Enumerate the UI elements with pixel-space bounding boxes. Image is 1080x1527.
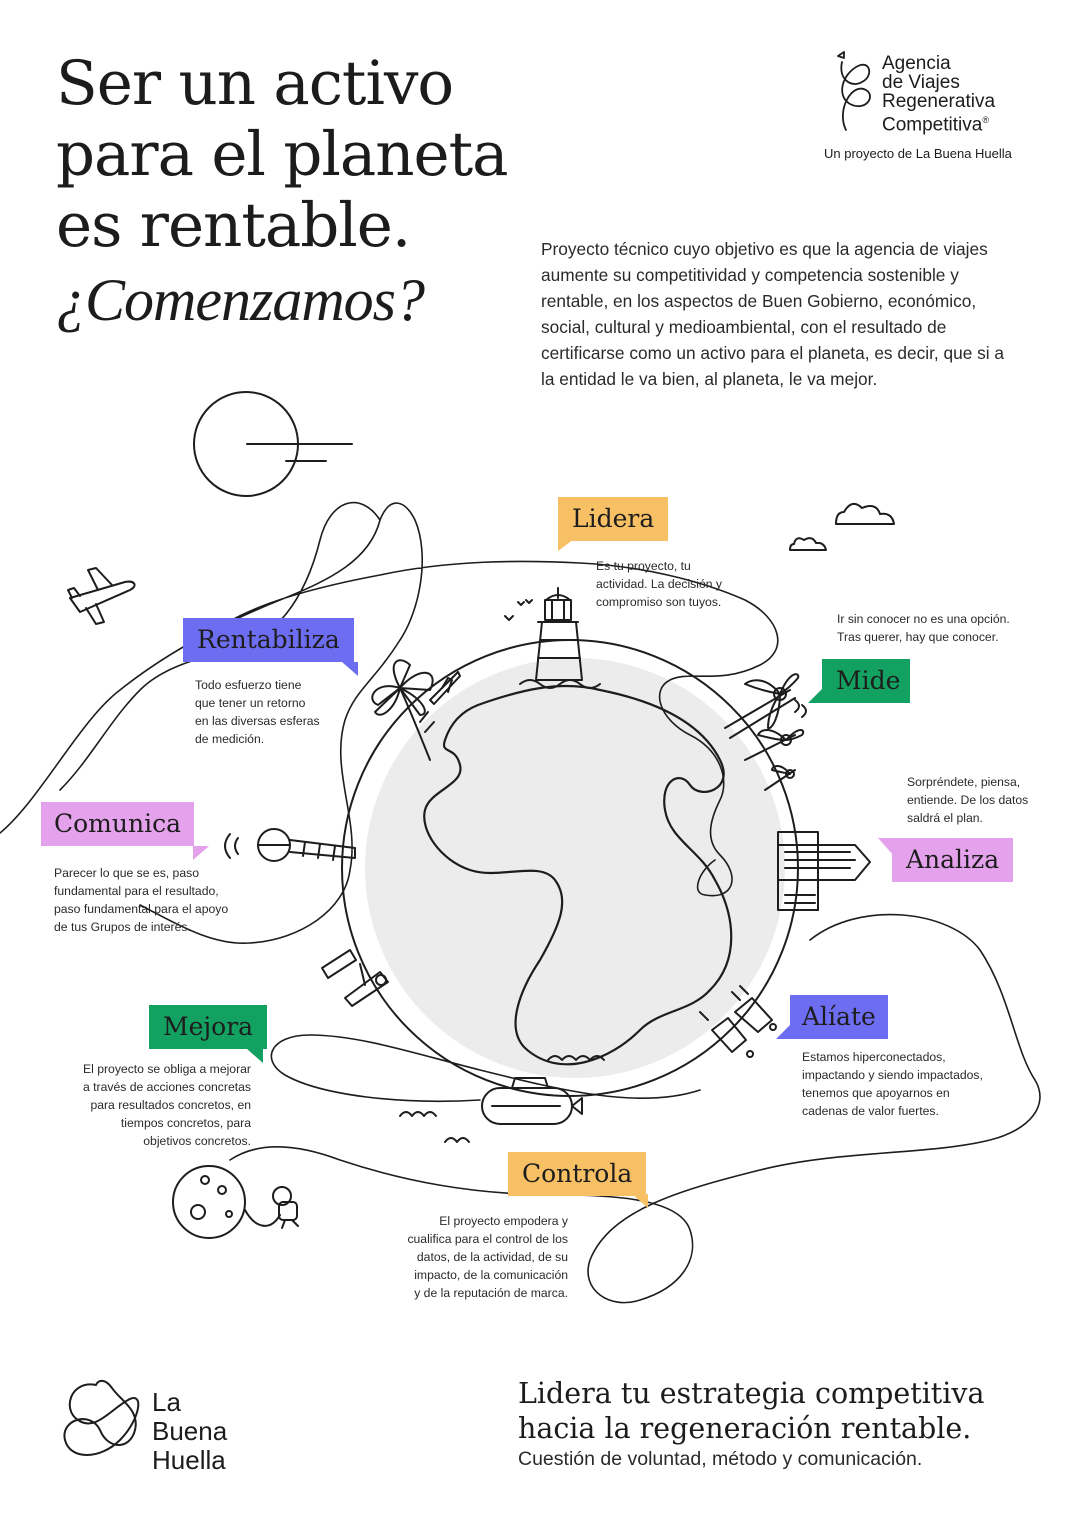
desc-line: a través de acciones concretas	[82, 1080, 251, 1094]
brand-line: La	[152, 1387, 181, 1417]
desc-line: cualifica para el control de los	[407, 1232, 568, 1246]
desc-line: para resultados concretos, en	[90, 1098, 251, 1112]
tagline-line: hacia la regeneración rentable.	[518, 1412, 972, 1445]
desc-line: Es tu proyecto, tu	[596, 559, 691, 573]
intro-paragraph: Proyecto técnico cuyo objetivo es que la agencia de viajes aumente su competitividad y competencia sostenible y rentable, en los aspectos de Buen Gobierno, económico, social, cultural y medioambiental, con el resultado de certificarse como un activo para el planeta, es decir, que si a la entidad le va bien, al planeta, le va mejor.	[541, 239, 1004, 389]
label-tail	[776, 1023, 792, 1039]
desc-line: tiempos concretos, para	[120, 1116, 251, 1130]
desc-line: entiende. De los datos	[907, 793, 1029, 807]
step-label-mide: Mide	[822, 659, 910, 703]
agency-logo-subtitle: Un proyecto de La Buena Huella	[824, 146, 1012, 161]
brand-name	[152, 1388, 227, 1475]
desc-line: objetivos concretos.	[143, 1134, 251, 1148]
step-desc-rentabiliza	[195, 676, 320, 748]
desc-line: paso fundamental para el apoyo	[54, 902, 229, 916]
desc-line: de tus Grupos de interés.	[54, 920, 191, 934]
step-label-controla: Controla	[508, 1152, 646, 1196]
desc-line: El proyecto empodera y	[439, 1214, 568, 1228]
logo-line: de Viajes	[882, 72, 960, 93]
tagline-subtitle: Cuestión de voluntad, método y comunicación.	[518, 1448, 923, 1470]
logo-line-text: Competitiva	[882, 114, 983, 136]
brand-line: Buena	[152, 1416, 228, 1446]
step-label-comunica: Comunica	[41, 802, 194, 846]
desc-line: Sorpréndete, piensa,	[907, 775, 1021, 789]
label-tail	[878, 838, 894, 856]
desc-line: de medición.	[195, 732, 265, 746]
headline	[56, 48, 508, 336]
step-desc-mejora	[40, 1060, 251, 1150]
desc-line: datos, de la actividad, de su	[416, 1250, 568, 1264]
headline-question: ¿Comenzamos?	[56, 267, 425, 333]
step-label-analiza: Analiza	[892, 838, 1013, 882]
headline-line: Ser un activo	[56, 48, 454, 119]
satellite-icon	[225, 829, 355, 861]
desc-line: tenemos que apoyarnos en	[802, 1086, 950, 1100]
desc-line: impactando y siendo impactados,	[802, 1068, 983, 1082]
agency-logo-text	[882, 54, 995, 134]
desc-line: actividad. La decisión y	[596, 577, 723, 591]
airplane-icon	[68, 568, 135, 624]
desc-line: que tener un retorno	[195, 696, 306, 710]
step-label-lidera: Lidera	[558, 497, 668, 541]
headline-line: es rentable.	[56, 190, 411, 261]
globe-ocean	[365, 658, 785, 1078]
desc-line: cadenas de valor fuertes.	[802, 1104, 939, 1118]
logo-line: Agencia	[882, 53, 951, 74]
step-desc-controla	[340, 1212, 568, 1302]
sun-icon	[194, 392, 352, 496]
desc-line: compromiso son tuyos.	[596, 595, 722, 609]
desc-line: Estamos hiperconectados,	[802, 1050, 946, 1064]
desc-line: y de la reputación de marca.	[414, 1286, 568, 1300]
step-label-mejora: Mejora	[149, 1005, 267, 1049]
brand-line: Huella	[152, 1445, 226, 1475]
desc-line: en las diversas esferas	[195, 714, 320, 728]
label-tail	[342, 662, 358, 676]
tagline	[518, 1376, 984, 1446]
logo-line: Regenerativa	[882, 91, 996, 112]
desc-line: fundamental para el resultado,	[54, 884, 219, 898]
desc-line: saldrá el plan.	[907, 811, 983, 825]
tagline-line: Lidera tu estrategia competitiva	[518, 1377, 985, 1410]
step-label-rentabiliza: Rentabiliza	[183, 618, 354, 662]
moon-icon	[173, 1166, 280, 1238]
desc-line: impacto, de la comunicación	[414, 1268, 568, 1282]
desc-line: Todo esfuerzo tiene	[195, 678, 302, 692]
cloud-icon	[790, 504, 894, 550]
headline-line: para el planeta	[56, 119, 508, 190]
label-tail	[808, 687, 824, 703]
astronaut-icon	[273, 1187, 298, 1228]
desc-line: Ir sin conocer no es una opción.	[837, 612, 1010, 626]
label-tail	[632, 1194, 648, 1208]
step-desc-analiza	[907, 773, 1028, 827]
label-tail	[558, 539, 574, 551]
brand-logo-mark	[64, 1381, 138, 1455]
step-desc-comunica	[54, 864, 228, 936]
agency-logo-mark	[838, 52, 870, 130]
logo-line	[882, 111, 995, 134]
desc-line: El proyecto se obliga a mejorar	[82, 1062, 251, 1076]
desc-line: Tras querer, hay que conocer.	[837, 630, 999, 644]
step-desc-aliate	[802, 1048, 983, 1120]
step-desc-lidera	[596, 557, 722, 611]
desc-line: Parecer lo que se es, paso	[54, 866, 199, 880]
step-desc-mide	[837, 610, 1010, 646]
step-label-aliate: Alíate	[790, 995, 888, 1039]
registered-mark: ®	[982, 115, 989, 125]
label-tail	[193, 846, 209, 860]
